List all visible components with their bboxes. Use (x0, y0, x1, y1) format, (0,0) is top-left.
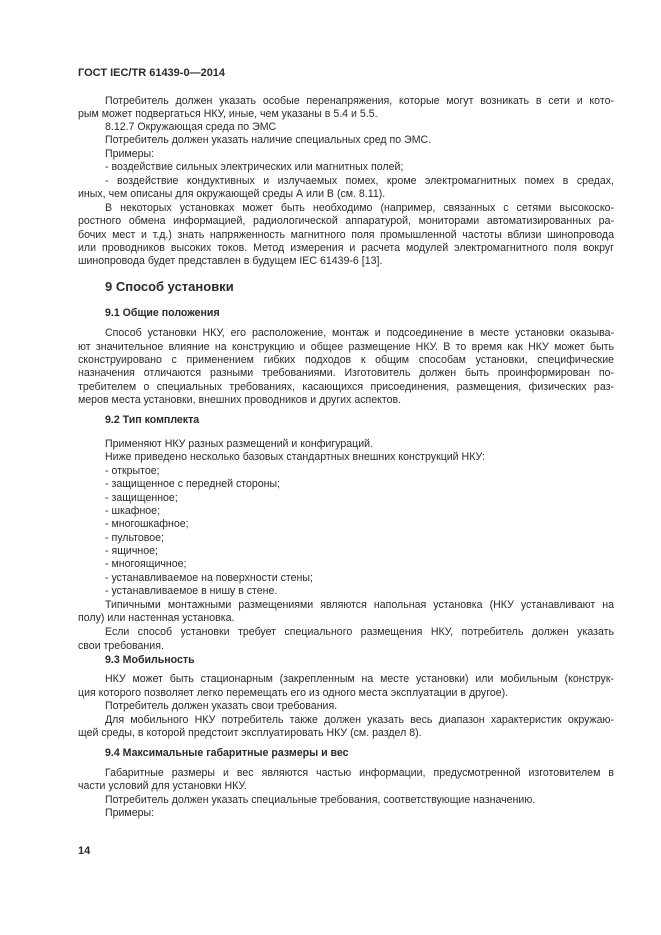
paragraph-line: Для мобильного НКУ потребитель также должен указать весь диапазон характеристик окружаю- (105, 713, 614, 726)
paragraph-line: сконструировано с применением гибких подходов к общим способам установки, специфические (78, 353, 614, 366)
page-header: ГОСТ IEC/TR 61439-0—2014 (78, 67, 226, 79)
list-item: - шкафное; (105, 504, 161, 517)
subsection-heading: 9.4 Максимальные габаритные размеры и вес (105, 746, 349, 759)
paragraph-line: Габаритные размеры и вес являются частью информации, предусмотренной изготовителем в (105, 766, 614, 779)
paragraph-line: Потребитель должен указать специальные требования, соответствующие назначению. (105, 793, 536, 806)
paragraph-line: В некоторых установках может быть необходимо (например, связанных с сетями высокоско- (105, 201, 614, 214)
subsection-heading: 9.2 Тип комплекта (105, 413, 200, 426)
paragraph-line: ют значительное влияние на конструкцию и общее размещение НКУ. В то время как НКУ может быть (78, 340, 614, 353)
paragraph-line: полу) или настенная установка. (78, 611, 235, 624)
paragraph-line: Потребитель должен указать особые перенапряжения, которые могут возникать в сети и кото- (105, 94, 614, 107)
paragraph-line: требителем о специальных требованиях, касающихся присоединения, размещения, физических раз- (78, 380, 614, 393)
list-item: - воздействие сильных электрических или магнитных полей; (105, 160, 404, 173)
list-item: - пультовое; (105, 531, 165, 544)
list-item: - устанавливаемое в нишу в стене. (105, 584, 278, 597)
paragraph-line: иных, чем описаны для окружающей среды А или В (см. 8.11). (78, 187, 386, 200)
list-item: - устанавливаемое на поверхности стены; (105, 571, 313, 584)
paragraph-line: Типичными монтажными размещениями являются напольная установка (НКУ устанавливают на (105, 598, 614, 611)
paragraph-line: Если способ установки требует специального размещения НКУ, потребитель должен указать (105, 625, 614, 638)
subsection-heading: 9.3 Мобильность (105, 653, 195, 666)
paragraph-line: Примеры: (105, 147, 155, 160)
paragraph-line: или проводников высоких токов. Метод измерения и расчета модулей электромагнитного поля вокруг (78, 241, 614, 254)
subsection-heading: 9.1 Общие положения (105, 306, 220, 319)
list-item: - многоящичное; (105, 557, 187, 570)
paragraph-line: части условий для установки НКУ. (78, 779, 247, 792)
list-item: - защищенное с передней стороны; (105, 477, 281, 490)
paragraph-line: Ниже приведено несколько базовых стандартных внешних конструкций НКУ: (105, 450, 485, 463)
subsection-title: 8.12.7 Окружающая среда по ЭМС (105, 120, 277, 133)
list-item: - открытое; (105, 464, 160, 477)
paragraph-line: Способ установки НКУ, его расположение, монтаж и подсоединение в месте установки оказыва- (105, 326, 614, 339)
paragraph-line: Примеры: (105, 806, 155, 819)
paragraph-line: рым может подвергаться НКУ, иные, чем указаны в 5.4 и 5.5. (78, 107, 378, 120)
paragraph-line: Применяют НКУ разных размещений и конфигураций. (105, 437, 374, 450)
paragraph-line: щей среды, в которой предстоит эксплуатировать НКУ (см. раздел 8). (78, 726, 422, 739)
list-item: - многошкафное; (105, 517, 189, 530)
paragraph-line: бочих мест и т.д.) знать напряженность магнитного поля промышленной частоты вблизи шинопровода (78, 228, 614, 241)
paragraph-line: свои требования. (78, 639, 164, 652)
page-number: 14 (78, 845, 91, 857)
paragraph-line: ция которого позволяет легко перемещать его из одного места эксплуатации в другое). (78, 686, 509, 699)
paragraph-line: Потребитель должен указать наличие специальных сред по ЭМС. (105, 133, 432, 146)
list-item: - защищенное; (105, 491, 178, 504)
paragraph-line: меров места установки, внешних проводников и других аспектов. (78, 393, 402, 406)
paragraph-line: НКУ может быть стационарным (закрепленным на месте установки) или мобильным (конструк- (105, 672, 614, 685)
list-item: - ящичное; (105, 544, 158, 557)
paragraph-line: Потребитель должен указать свои требования. (105, 699, 338, 712)
section-heading: 9 Способ установки (105, 279, 234, 294)
paragraph-line: назначения отличаются разными требованиями. Изготовитель должен быть проинформирован по- (78, 366, 614, 379)
paragraph-line: шинопровода будет представлен в будущем IEC 61439-6 [13]. (78, 254, 383, 267)
list-item: - воздействие кондуктивных и излучаемых помех, кроме электромагнитных помех в средах, (105, 174, 614, 187)
paragraph-line: ростного обмена информацией, радиологической аппаратурой, мониторами автоматизированных ра- (78, 214, 614, 227)
